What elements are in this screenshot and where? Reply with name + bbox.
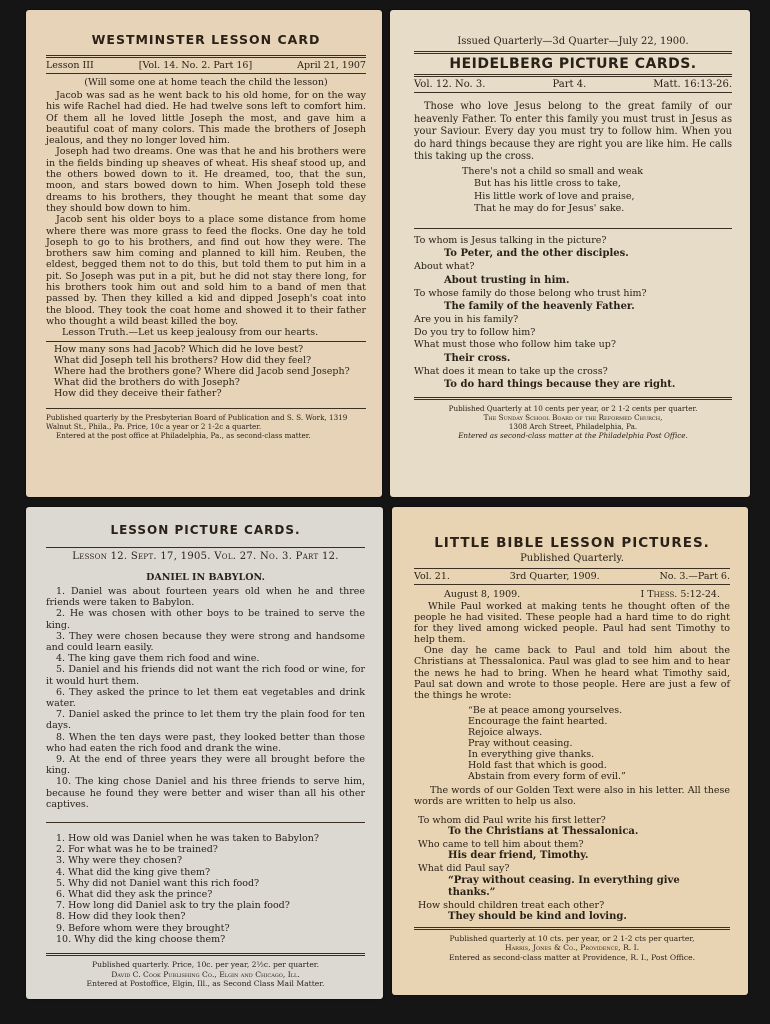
question: What does it mean to take up the cross? — [414, 365, 608, 377]
list-item: 7. Daniel asked the prince to let them try the plain food for ten days. — [46, 709, 365, 732]
heidelberg-picture-card — [390, 10, 750, 497]
list-item: 8. When the ten days were past, they looked better than those who had eaten the rich food and drank the wine. — [46, 731, 365, 754]
answer: To the Christians at Thessalonica. — [448, 826, 639, 838]
list-item: 6. They asked the prince to let them eat vegetables and drink water. — [46, 686, 365, 710]
publisher-footer: Published Quarterly at 10 cents per year, or 2 1-2 cents per quarter. The Sunday School Board of the Reformed Church, 1308 Arch Street, Philadelphia, Pa. Entered as second-class matter at the Philadelphia Post Office. — [448, 404, 698, 440]
question: What did Paul say? — [418, 863, 510, 875]
lesson-heading: DANIEL IN BABYLON. — [146, 572, 265, 583]
list-item: 10. The king chose Daniel and his three friends to serve him, because he found they were better and wiser than all his other captives. — [46, 776, 365, 810]
question: How did they deceive their father? — [54, 388, 222, 400]
question-list — [46, 342, 366, 400]
question: To whom did Paul write his first letter? — [418, 815, 606, 827]
card-title: HEIDELBERG PICTURE CARDS. — [449, 56, 697, 72]
card-note: (Will some one at home teach the child the lesson) — [84, 77, 328, 88]
lesson-picture-card — [26, 507, 383, 999]
lesson-date-line: August 8, 1909. I Thess. 5:12-24. — [444, 589, 720, 600]
list-item: 9. At the end of three years they were all brought before the king. — [46, 754, 365, 777]
answer: To do hard things because they are right. — [444, 379, 676, 390]
question: 3. Why were they chosen? — [56, 855, 183, 867]
answer: About trusting in him. — [444, 274, 570, 286]
question: 10. Why did the king choose them? — [56, 933, 226, 945]
list-item: 3. They were chosen because they were strong and handsome and could learn easily. — [46, 630, 365, 654]
question-answer-list — [414, 235, 732, 392]
lesson-paragraph: Jacob was sad as he went back to his old home, for on the way his wife Rachel had died. He had twelve sons left to comfort him. Of them all he loved little Joseph the most, and gave him a beautiful coat of many colors. This made the brothers of Joseph jealous, and they no longer loved him. — [46, 90, 366, 147]
lesson-paragraph: While Paul worked at making tents he thought often of the people he had visited. These people had a hard time to do right for they lived among wicked people. Paul had sent Timothy to help them. — [414, 601, 730, 646]
poem: There's not a child so small and weak But has his little cross to take, His little work of love and praise, That he may do for Jesus' sake. — [462, 165, 644, 214]
question: 7. How long did Daniel ask to try the plain food? — [56, 900, 290, 912]
letter-quote: “Be at peace among yourselves. Encourage the faint hearted. Rejoice always. Pray without ceasing. In everything give thanks. Hold fast that which is good. Abstain from every form of evil.” — [468, 704, 626, 782]
question: 2. For what was he to be trained? — [56, 844, 218, 856]
answer: To Peter, and the other disciples. — [444, 248, 629, 259]
question: What did Joseph tell his brothers? How did they feel? — [54, 354, 312, 366]
answer: The family of the heavenly Father. — [444, 301, 635, 312]
question: What must those who follow him take up? — [414, 339, 616, 350]
lesson-truth: Lesson Truth.—Let us keep jealousy from our hearts. — [62, 327, 319, 339]
lesson-paragraph: One day he came back to Paul and told him about the Christians at Thessalonica. Paul was glad to see him and to hear the news he had to bring. When he heard what Timothy said, Paul sat down and wrote to those people. Here are just a few of the things he wrote: — [414, 645, 730, 701]
answer: His dear friend, Timothy. — [448, 850, 589, 862]
question: 9. Before whom were they brought? — [56, 922, 230, 934]
question: 5. Why did not Daniel want this rich food? — [56, 877, 260, 889]
question-list — [46, 833, 365, 945]
card-meta: Lesson III [Vol. 14. No. 2. Part 16] April 21, 1907 — [46, 60, 366, 71]
question: How many sons had Jacob? Which did he love best? — [54, 343, 304, 355]
question-answer-list — [414, 815, 730, 923]
answer: Their cross. — [444, 352, 511, 364]
question: 8. How did they look then? — [56, 911, 186, 923]
list-item: 4. The king gave them rich food and wine. — [56, 653, 260, 665]
card-meta: Vol. 12. No. 3. Part 4. Matt. 16:13-26. — [414, 79, 732, 90]
card-title: WESTMINSTER LESSON CARD — [91, 32, 321, 47]
publisher-footer: Published quarterly by the Presbyterian Board of Publication and S. S. Work, 1319 Walnut St., Phila., Pa. Price, 10c a year or 2 1-2c a quarter. Entered at the post office at Philadelphia, Pa., as second-class matter. — [46, 412, 348, 440]
answer: “Pray without ceasing. In everything give thanks.” — [448, 874, 680, 898]
lesson-paragraph: Joseph had two dreams. One was that he and his brothers were in the fields binding up sheaves of wheat. His sheaf stood up, and the others bowed down to it. He dreamed, too, that the sun, moon, and stars bowed down to him. When Joseph told these dreams to his brothers, they thought he meant that some day they should bow down to him. — [46, 146, 366, 214]
answer: They should be kind and loving. — [448, 910, 627, 922]
question: About what? — [414, 261, 475, 272]
list-item: 2. He was chosen with other boys to be trained to serve the king. — [46, 608, 365, 631]
issued-line: Issued Quarterly—3d Quarter—July 22, 1900. — [457, 36, 689, 47]
list-item: 5. Daniel and his friends did not want the rich food or wine, for it would hurt them. — [46, 664, 365, 687]
card-subtitle: Published Quarterly. — [520, 553, 624, 564]
question: To whom is Jesus talking in the picture? — [414, 234, 607, 246]
question: 1. How old was Daniel when he was taken to Babylon? — [56, 833, 319, 845]
westminster-lesson-card — [26, 10, 382, 497]
card-meta: Lesson 12. Sept. 17, 1905. Vol. 27. No. 3. Part 12. — [72, 551, 339, 562]
list-item: 1. Daniel was about fourteen years old when he and three friends were taken to Babylon. — [46, 586, 365, 609]
question: What did the brothers do with Joseph? — [54, 377, 240, 389]
card-meta: Vol. 21. 3rd Quarter, 1909. No. 3.—Part 6. — [414, 571, 730, 582]
publisher-footer: Published quarterly at 10 cts. per year, or 2 1-2 cts per quarter, Harris, Jones & Co., Providence, R. I. Entered as second-class matter at Providence, R. I., Post Office. — [448, 933, 696, 962]
question: Where had the brothers gone? Where did Jacob send Joseph? — [54, 365, 350, 377]
card-title: LITTLE BIBLE LESSON PICTURES. — [434, 535, 710, 551]
question: Are you in his family? — [414, 314, 519, 325]
question: How should children treat each other? — [418, 899, 605, 911]
question: 6. What did they ask the prince? — [56, 889, 213, 901]
question: Who came to tell him about them? — [418, 839, 584, 851]
card-title: LESSON PICTURE CARDS. — [110, 523, 301, 537]
lesson-paragraph: The words of our Golden Text were also in his letter. All these words are written to help us also. — [414, 784, 730, 807]
question: 4. What did the king give them? — [56, 866, 211, 878]
lesson-paragraph: Jacob sent his older boys to a place some distance from home where there was more grass to feed the flocks. One day he told Joseph to go to his brothers, and find out how they were. The brothers saw him coming and planned to kill him. Reuben, the eldest, begged them not to do this, but told them to put him in a pit. So Joseph was put in a pit, but he did not stay there long, for his brothers took him out and sold him to a band of men that passed by. Then they killed a kid and dipped Joseph's coat into the blood. They took the coat home and showed it to their father who thought a wild beast killed the boy. — [46, 214, 366, 327]
question: To whose family do those belong who trust him? — [414, 287, 647, 299]
little-bible-lesson-card — [392, 507, 748, 995]
publisher-footer: Published quarterly. Price, 10c. per year, 2½c. per quarter. David C. Cook Publishing Co., Elgin and Chicago, Ill. Entered at Postoffice, Elgin, Ill., as Second Class Mail Matter. — [86, 960, 325, 988]
lesson-paragraph: Those who love Jesus belong to the great family of our heavenly Father. To enter this family you must trust in Jesus as your Saviour. Every day you must try to follow him. When you do hard things because they are right you are like him. He calls this taking up the cross. — [414, 101, 732, 162]
lesson-points — [46, 586, 365, 810]
question: Do you try to follow him? — [414, 326, 536, 338]
